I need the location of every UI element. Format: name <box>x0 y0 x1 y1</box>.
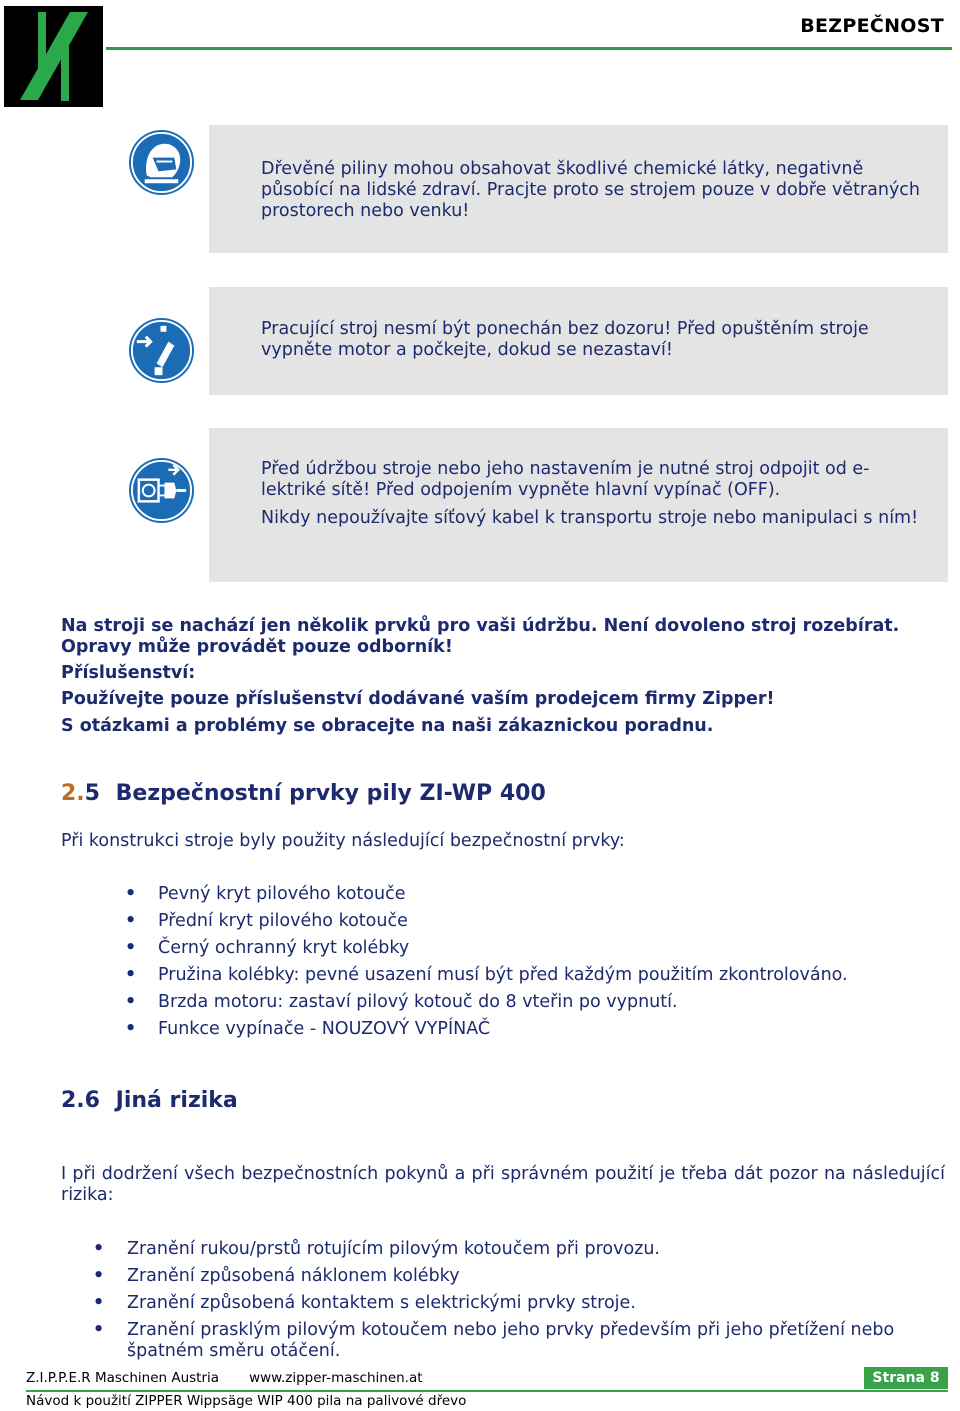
notice-unattended <box>209 287 948 395</box>
list-item-text: Zranění rukou/prstů rotujícím pilovým kotoučem při provozu. <box>127 1239 660 1259</box>
bullet: • <box>93 1266 105 1286</box>
footer-company: Z.I.P.P.E.R Maschinen Austria <box>26 1370 220 1386</box>
list-item-text: Brzda motoru: zastaví pilový kotouč do 8 vteřin po vypnutí. <box>158 992 678 1012</box>
maintenance-notice <box>61 616 951 737</box>
accessories-heading: Příslušenství: <box>61 663 196 683</box>
notice-line: Pracující stroj nesmí být ponechán bez dozoru! Před opuštěním stroje vypněte motor a počkejte, dokud se nezastaví! <box>261 319 869 360</box>
face-mask-icon <box>127 128 196 197</box>
notice-dust <box>209 125 948 253</box>
zipper-logo <box>4 6 103 107</box>
bullet: • <box>93 1320 105 1340</box>
footer-website: www.zipper-maschinen.at <box>249 1370 423 1386</box>
list-item <box>125 965 848 986</box>
notice-text <box>261 319 922 361</box>
bullet: • <box>93 1239 105 1259</box>
section-number: 2. <box>61 781 85 806</box>
section-heading-2-6 <box>61 1088 238 1113</box>
safety-features-list <box>125 884 848 1040</box>
list-item-text: Černý ochranný kryt kolébky <box>158 938 410 958</box>
notice-text <box>261 159 922 222</box>
notice-line: Nikdy nepoužívajte síťový kabel k transportu stroje nebo manipulaci s ním! <box>261 508 919 528</box>
list-item <box>93 1239 947 1260</box>
page-number-badge: Strana 8 <box>864 1367 948 1389</box>
maintenance-line: Používejte pouze příslušenství dodávané vaším prodejcem firmy Zipper! <box>61 689 775 709</box>
maintenance-line: Na stroji se nachází jen několik prvků pro vaši údržbu. Není dovoleno stroj rozebírat. <box>61 616 900 636</box>
list-item-text: Zranění způsobená náklonem kolébky <box>127 1266 460 1286</box>
maintenance-line: S otázkami a problémy se obracejte na naši zákaznickou poradnu. <box>61 716 714 736</box>
list-item <box>125 938 848 959</box>
section-number: 5 <box>84 781 100 806</box>
bullet: • <box>125 1019 137 1039</box>
notice-unplug <box>209 428 948 582</box>
list-item <box>125 911 848 932</box>
bullet: • <box>125 965 137 985</box>
maintenance-line: Opravy může provádět pouze odborník! <box>61 637 453 657</box>
section-title: Jiná rizika <box>115 1088 238 1113</box>
bullet: • <box>125 938 137 958</box>
unplug-icon <box>127 456 196 525</box>
list-item-text: Přední kryt pilového kotouče <box>158 911 408 931</box>
list-item <box>125 884 848 905</box>
section-title: Bezpečnostní prvky pily ZI-WP 400 <box>115 781 546 806</box>
list-item-text: Zranění způsobená kontaktem s elektrickými prvky stroje. <box>127 1293 636 1313</box>
notice-line: Před údržbou stroje nebo jeho nastavením je nutné stroj odpojit od e-lektriké sítě! Před odpojením vypněte hlavní vypínač (OFF). <box>261 459 870 500</box>
list-item <box>93 1320 947 1362</box>
page-header-title: BEZPEČNOST <box>800 15 944 37</box>
header-divider <box>106 47 952 50</box>
list-item <box>125 1019 848 1040</box>
other-risks-list <box>93 1239 947 1362</box>
bullet: • <box>125 884 137 904</box>
list-item <box>125 992 848 1013</box>
list-item-text: Pevný kryt pilového kotouče <box>158 884 406 904</box>
notice-line: Dřevěné piliny mohou obsahovat škodlivé chemické látky, negativně působící na lidské zdraví. Pracjte proto se strojem pouze v dobře větraných prostorech nebo venku! <box>261 159 921 221</box>
footer-info <box>26 1370 423 1386</box>
section-number: 2.6 <box>61 1088 100 1113</box>
bullet: • <box>125 911 137 931</box>
section-intro: I při dodržení všech bezpečnostních pokynů a při správném použití je třeba dát pozor na následující rizika: <box>61 1164 945 1205</box>
footer-manual-title: Návod k použití ZIPPER Wippsäge WIP 400 pila na palivové dřevo <box>26 1393 467 1409</box>
list-item-text: Zranění prasklým pilovým kotoučem nebo jeho prvky především při jeho přetížení nebo špatném směru otáčení. <box>127 1320 895 1361</box>
list-item-text: Funkce vypínače - NOUZOVÝ VYPÍNAČ <box>158 1019 491 1039</box>
notice-text <box>261 459 922 529</box>
switch-off-icon <box>127 316 196 385</box>
footer-divider <box>26 1390 948 1392</box>
bullet: • <box>93 1293 105 1313</box>
bullet: • <box>125 992 137 1012</box>
list-item <box>93 1266 947 1287</box>
list-item <box>93 1293 947 1314</box>
section-heading-2-5 <box>61 781 546 806</box>
section-intro: Při konstrukci stroje byly použity následující bezpečnostní prvky: <box>61 831 625 851</box>
list-item-text: Pružina kolébky: pevné usazení musí být před každým použitím zkontrolováno. <box>158 965 848 985</box>
